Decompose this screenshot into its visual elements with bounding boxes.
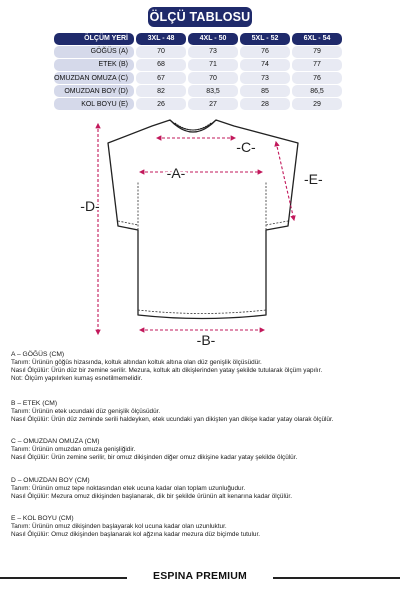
table-cell: 73 — [240, 72, 290, 84]
table-cell: 73 — [188, 46, 238, 58]
table-cell: 83,5 — [188, 85, 238, 97]
description-block-b — [11, 400, 395, 424]
table-row — [54, 85, 346, 97]
description-line: Tanım: Ürünün etek ucundaki düz genişlik ölçüsüdür. — [11, 408, 161, 416]
header-size-1: 3XL - 48 — [136, 33, 186, 45]
measure-label-b: -B- — [196, 332, 216, 348]
table-cell: 29 — [292, 98, 342, 110]
description-line: Nasıl Ölçülür: Ürün zemine serilir, bir omuz dikişinden diğer omuz dikişine kadar yatay şekilde ölçülür. — [11, 454, 298, 462]
description-block-c — [11, 438, 395, 462]
table-cell: 70 — [136, 46, 186, 58]
header-measure-label: ÖLÇÜM YERİ — [54, 33, 134, 45]
table-row — [54, 98, 346, 110]
table-cell: 77 — [292, 59, 342, 71]
description-heading: B – ETEK (CM) — [11, 400, 58, 407]
row-label: OMUZDAN OMUZA (C) — [54, 72, 134, 84]
description-heading: D – OMUZDAN BOY (CM) — [11, 477, 90, 484]
footer-divider-left — [0, 577, 127, 579]
row-label: OMUZDAN BOY (D) — [54, 85, 134, 97]
measure-label-d: -D- — [80, 198, 100, 214]
tshirt-diagram — [0, 112, 400, 348]
description-heading: E – KOL BOYU (CM) — [11, 515, 74, 522]
footer-divider-right — [273, 577, 400, 579]
size-table — [54, 33, 346, 112]
table-cell: 71 — [188, 59, 238, 71]
size-chart-title: ÖLÇÜ TABLOSU — [148, 7, 252, 27]
row-label: KOL BOYU (E) — [54, 98, 134, 110]
description-line: Tanım: Ürünün omuzdan omuza genişliğidir. — [11, 446, 136, 454]
table-cell: 67 — [136, 72, 186, 84]
table-cell: 26 — [136, 98, 186, 110]
description-block-a — [11, 351, 395, 383]
description-line: Nasıl Ölçülür: Ürün düz bir zemine serilir. Mezura, koltuk altı dikişlerinden yatay şekilde tutularak ölçüm yapılır. — [11, 367, 323, 375]
header-size-4: 6XL - 54 — [292, 33, 342, 45]
table-cell: 79 — [292, 46, 342, 58]
table-row — [54, 72, 346, 84]
table-cell: 76 — [292, 72, 342, 84]
header-size-3: 5XL - 52 — [240, 33, 290, 45]
description-line: Nasıl Ölçülür: Omuz dikişinden başlanarak kol ağzına kadar mezura düz biçimde tutulur. — [11, 531, 260, 539]
table-cell: 82 — [136, 85, 186, 97]
table-row — [54, 59, 346, 71]
measure-label-e: -E- — [304, 171, 323, 187]
description-line: Not: Ölçüm yapılırken kumaş esnetilmemelidir. — [11, 375, 143, 383]
table-cell: 85 — [240, 85, 290, 97]
measure-label-c: -C- — [236, 139, 256, 155]
description-line: Tanım: Ürünün omuz dikişinden başlayarak kol ucuna kadar olan uzunluktur. — [11, 523, 227, 531]
description-line: Nasıl Ölçülür: Mezura omuz dikişinden başlanarak, dik bir şekilde ürünün alt kenarına kadar ölçülür. — [11, 493, 292, 501]
table-cell: 28 — [240, 98, 290, 110]
description-line: Nasıl Ölçülür: Ürün düz zeminde serili haldeyken, etek ucundaki yan dikişten yan dikişe kadar yatay olarak ölçülür. — [11, 416, 334, 424]
table-cell: 74 — [240, 59, 290, 71]
table-cell: 76 — [240, 46, 290, 58]
description-heading: A – GÖĞÜS (CM) — [11, 351, 65, 358]
table-row — [54, 46, 346, 58]
brand-footer: ESPINA PREMIUM — [127, 570, 273, 586]
description-block-e — [11, 515, 395, 539]
table-cell: 68 — [136, 59, 186, 71]
description-heading: C – OMUZDAN OMUZA (CM) — [11, 438, 100, 445]
table-cell: 27 — [188, 98, 238, 110]
row-label: GÖĞÜS (A) — [54, 46, 134, 58]
table-cell: 86,5 — [292, 85, 342, 97]
description-line: Tanım: Ürünün göğüs hizasında, koltuk altından koltuk altına olan düz genişlik ölçüsüdür. — [11, 359, 262, 367]
table-header-row — [54, 33, 346, 45]
description-block-d — [11, 477, 395, 501]
tshirt-outline — [108, 120, 298, 319]
header-size-2: 4XL - 50 — [188, 33, 238, 45]
description-line: Tanım: Ürünün omuz tepe noktasından etek ucuna kadar olan toplam uzunluğudur. — [11, 485, 246, 493]
measure-label-a: -A- — [166, 165, 186, 181]
table-cell: 70 — [188, 72, 238, 84]
row-label: ETEK (B) — [54, 59, 134, 71]
